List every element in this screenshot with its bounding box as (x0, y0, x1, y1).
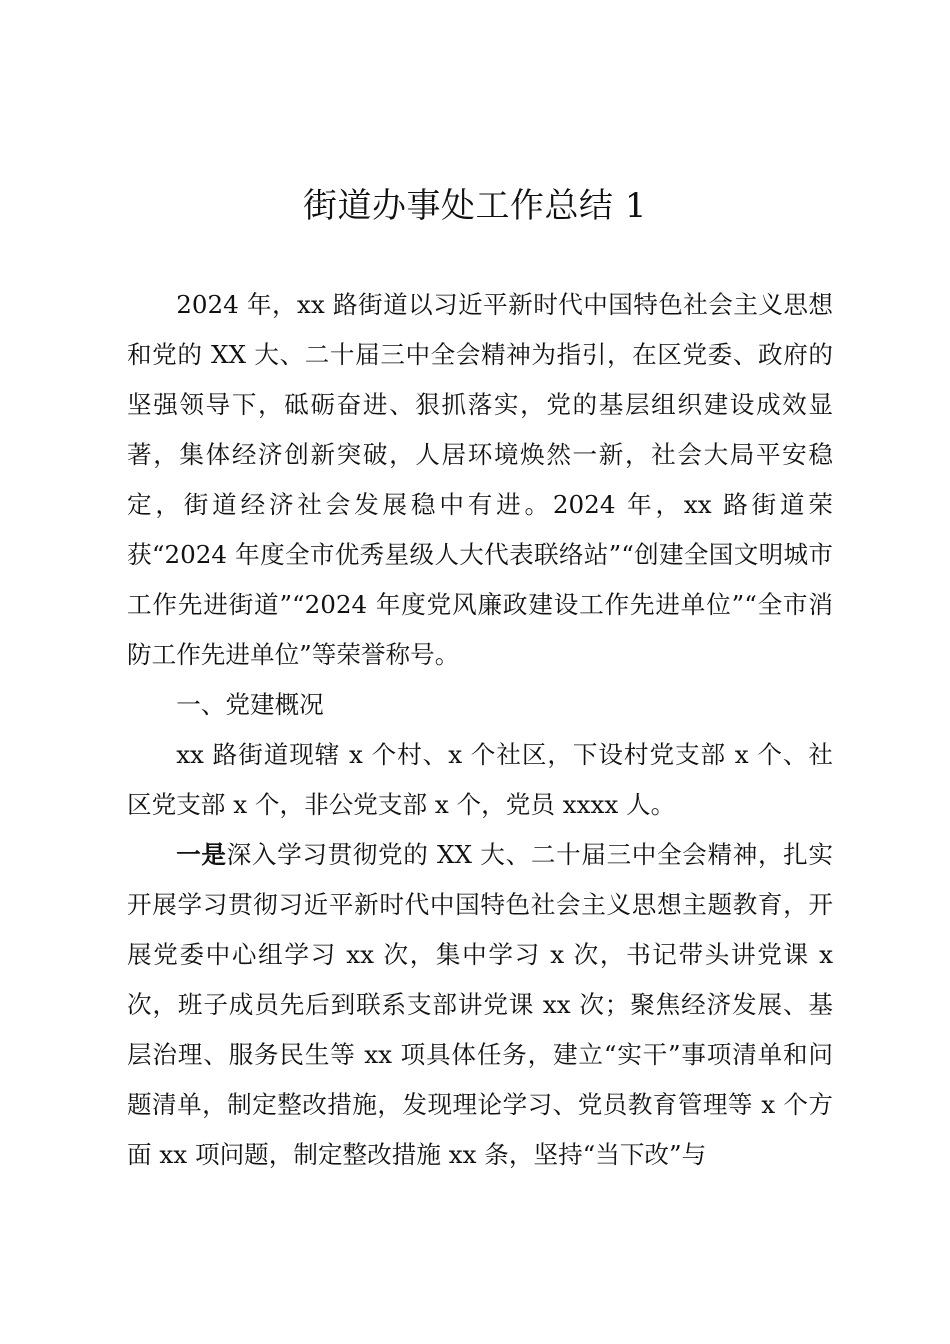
document-body (127, 280, 833, 1180)
document-title: 街道办事处工作总结 1 (303, 186, 647, 226)
paragraph-text: xx 路街道现辖 x 个村、x 个社区，下设村党支部 x 个、社区党支部 x 个，非公党支部 x 个，党员 xxxx 人。 (127, 740, 833, 819)
paragraph-point-one (127, 830, 833, 1180)
paragraph-lead: 一是 (176, 840, 227, 869)
paragraph-text: 深入学习贯彻党的 XX 大、二十届三中全会精神，扎实开展学习贯彻习近平新时代中国特色社会主义思想主题教育，开展党委中心组学习 xx 次，集中学习 x 次，书记带头讲党课 x 次，班子成员先后到联系支部讲党课 xx 次；聚焦经济发展、基层治理、服务民生等 xx 项具体任务，建立“实干”事项清单和问题清单，制定整改措施，发现理论学习、党员教育管理等 x 个方面 xx 项问题，制定整改措施 xx 条，坚持“当下改”与 (127, 840, 833, 1169)
paragraph-overview (127, 730, 833, 830)
paragraph-text: 2024 年，xx 路街道以习近平新时代中国特色社会主义思想和党的 XX 大、二十届三中全会精神为指引，在区党委、政府的坚强领导下，砥砺奋进、狠抓落实，党的基层组织建设成效显著，集体经济创新突破，人居环境焕然一新，社会大局平安稳定，街道经济社会发展稳中有进。2024 年，xx 路街道荣获“2024 年度全市优秀星级人大代表联络站”“创建全国文明城市工作先进街道”“2024 年度党风廉政建设工作先进单位”“全市消防工作先进单位”等荣誉称号。 (127, 290, 833, 669)
paragraph-intro (127, 280, 833, 680)
section-heading (127, 680, 833, 730)
paragraph-text: 一、党建概况 (176, 690, 324, 719)
